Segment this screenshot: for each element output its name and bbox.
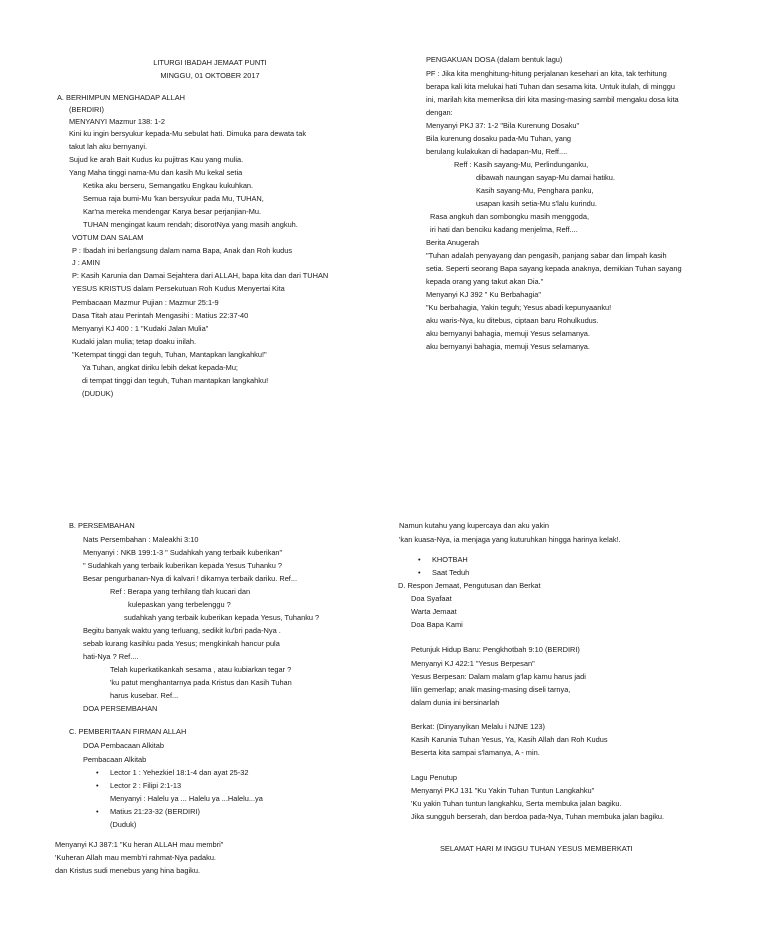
text-line: Dasa Titah atau Perintah Mengasihi : Matius 22:37-40 [72, 311, 249, 320]
text-line: di tempat tinggi dan teguh, Tuhan mantapkan langkahku! [82, 376, 269, 385]
text-line: kulepaskan yang terbelenggu ? [128, 600, 231, 609]
text-line: Menyanyi PKJ 37: 1-2 "Bila Kurenung Dosaku" [426, 121, 580, 130]
text-line: "Tuhan adalah penyayang dan pengasih, panjang sabar dan limpah kasih [426, 251, 667, 260]
text-line: ini, marilah kita memeriksa diri kita masing-masing sambil mengaku dosa kita [426, 95, 679, 104]
text-line: sebab kurang kasihku pada Yesus; mengkinkah hancur pula [83, 639, 280, 648]
text-line: Kudaki jalan mulia; tetap doaku inilah. [72, 337, 197, 346]
text-line: PF : Jika kita menghitung-hitung perjalanan kesehari an kita, tak terhitung [426, 69, 667, 78]
list-item: • Lector 1 : Yehezkiel 18:1-4 dan ayat 25-32 [110, 768, 248, 778]
text-line: P : Ibadah ini berlangsung dalam nama Bapa, Anak dan Roh kudus [72, 246, 293, 255]
text-line: Menyanyi PKJ 131 "Ku Yakin Tuhan Tuntun Langkahku" [411, 786, 595, 795]
text-line: Kini ku ingin bersyukur kepada-Mu sebulat hati. Dimuka para dewata tak [69, 129, 307, 138]
text-line: aku waris-Nya, ku ditebus, ciptaan baru Rohulkudus. [426, 316, 599, 325]
text-line: 'Kuheran Allah mau memb'ri rahmat-Nya padaku. [55, 853, 216, 862]
text-line: aku bernyanyi bahagia, memuji Yesus selamanya. [426, 329, 590, 338]
text-line: usapan kasih setia-Mu s'lalu kurindu. [476, 199, 597, 208]
list-item: • Lector 2 : Filipi 2:1-13 [110, 781, 181, 791]
text-line: Ya Tuhan, angkat diriku lebih dekat kepada-Mu; [82, 363, 238, 372]
text-line: Rasa angkuh dan sombongku masih menggoda, [430, 212, 590, 221]
list-item: • Saat Teduh [432, 568, 469, 578]
text-line: hati-Nya ? Ref.... [83, 652, 139, 661]
text-line: dengan: [426, 108, 453, 117]
text-line: lilin gemerlap; anak masing-masing diseli tarnya, [411, 685, 571, 694]
text-line: 'kan kuasa-Nya, ia menjaga yang kuturuhkan hingga harinya kelak!. [399, 535, 621, 544]
closing-blessing: SELAMAT HARI M INGGU TUHAN YESUS MEMBERKATI [440, 844, 633, 853]
text-line: Reff : Kasih sayang-Mu, Perlindunganku, [454, 160, 589, 169]
text-line: Menyanyi : NKB 199:1-3 " Sudahkah yang terbaik kuberikan" [83, 548, 283, 557]
text-line: sudahkah yang terbaik kuberikan kepada Yesus, Tuhanku ? [124, 613, 320, 622]
text-line: takut lah aku bernyanyi. [69, 142, 148, 151]
text-line: iri hati dan benciku kadang menjelma, Reff.... [430, 225, 578, 234]
text-line: harus kusebar. Ref... [110, 691, 179, 700]
text-line: YESUS KRISTUS dalam Persekutuan Roh Kudus Menyertai Kita [72, 284, 285, 293]
text-line: J : AMIN [72, 258, 100, 267]
text-line: " Sudahkah yang terbaik kuberikan kepada Yesus Tuhanku ? [83, 561, 283, 570]
section-a-heading: A. BERHIMPUN MENGHADAP ALLAH [57, 93, 186, 102]
text-line: Warta Jemaat [411, 607, 457, 616]
text-line: Nats Persembahan : Maleakhi 3:10 [83, 535, 199, 544]
text-line: (Duduk) [110, 820, 137, 829]
text-line: Besar pengurbanan-Nya di kalvari ! dikarnya terbaik dariku. Ref... [83, 574, 298, 583]
text-line: Doa Bapa Kami [411, 620, 463, 629]
text-line: Semua raja bumi-Mu 'kan bersyukur pada Mu, TUHAN, [83, 194, 264, 203]
text-line: Lagu Penutup [411, 773, 458, 782]
text-line: MENYANYI Mazmur 138: 1-2 [69, 117, 165, 126]
page-title-line1: LITURGI IBADAH JEMAAT PUNTI [153, 58, 267, 67]
text-line: Pembacaan Mazmur Pujian : Mazmur 25:1-9 [72, 298, 219, 307]
text-line: (BERDIRI) [69, 105, 104, 114]
text-line: Menyanyi KJ 422:1 "Yesus Berpesan" [411, 659, 535, 668]
text-line: Bila kurenung dosaku pada-Mu Tuhan, yang [426, 134, 572, 143]
text-line: Menyanyi KJ 392 " Ku Berbahagia" [426, 290, 541, 299]
list-item: • Matius 21:23-32 (BERDIRI) [110, 807, 200, 817]
section-d-heading: D. Respon Jemaat, Pengutusan dan Berkat [398, 581, 541, 590]
text-line: Ketika aku berseru, Semangatku Engkau kukuhkan. [83, 181, 254, 190]
text-line: Menyanyi : Halelu ya ... Halelu ya ...Halelu...ya [110, 794, 263, 803]
text-line: "Ketempat tinggi dan teguh, Tuhan, Mantapkan langkahku!" [72, 350, 267, 359]
text-line: setia. Seperti seorang Bapa sayang kepada anaknya, demikian Tuhan sayang [426, 264, 682, 273]
text-line: Berita Anugerah [426, 238, 480, 247]
text-line: kepada orang yang takut akan Dia." [426, 277, 544, 286]
text-line: Beserta kita sampai s'lamanya, A - min. [411, 748, 540, 757]
text-line: Menyanyi KJ 387:1 "Ku heran ALLAH mau membri" [55, 840, 224, 849]
list-item: • KHOTBAH [432, 555, 468, 565]
text-line: berapa kali kita melukai hati Tuhan dan sesama kita. Untuk itulah, di minggu [426, 82, 675, 91]
text-line: Doa Syafaat [411, 594, 452, 603]
text-line: aku bernyanyi bahagia, memuji Yesus selamanya. [426, 342, 590, 351]
text-line: 'ku patut menghantarnya pada Kristus dan Kasih Tuhan [110, 678, 292, 687]
text-line: Berkat: (Dinyanyikan Melalu i NJNE 123) [411, 722, 545, 731]
text-line: PENGAKUAN DOSA (dalam bentuk lagu) [426, 55, 563, 64]
text-line: Kasih Karunia Tuhan Yesus, Ya, Kasih Allah dan Roh Kudus [411, 735, 608, 744]
text-line: DOA PERSEMBAHAN [83, 704, 158, 713]
text-line: Begitu banyak waktu yang terluang, sedikit ku'bri pada-Nya . [83, 626, 281, 635]
text-line: Menyanyi KJ 400 : 1 "Kudaki Jalan Mulia" [72, 324, 209, 333]
text-line: Yang Maha tinggi nama-Mu dan kasih Mu kekal setia [69, 168, 243, 177]
text-line: Jika sungguh berserah, dan berdoa pada-Nya, Tuhan membuka jalan bagiku. [411, 812, 665, 821]
text-line: Namun kutahu yang kupercaya dan aku yakin [399, 521, 549, 530]
text-line: 'Ku yakin Tuhan tuntun langkahku, Serta membuka jalan bagiku. [411, 799, 622, 808]
text-line: Sujud ke arah Bait Kudus ku pujitras Kau yang mulia. [69, 155, 244, 164]
text-line: Kasih sayang-Mu, Penghara panku, [476, 186, 594, 195]
section-c-heading: C. PEMBERITAAN FIRMAN ALLAH [69, 727, 187, 736]
text-line: Ref : Berapa yang terhilang tlah kucari dan [110, 587, 251, 596]
text-line: dalam dunia ini bersinarlah [411, 698, 500, 707]
text-line: (DUDUK) [82, 389, 114, 398]
page-title-line2: MINGGU, 01 OKTOBER 2017 [160, 71, 260, 80]
text-line: dan Kristus sudi menebus yang hina bagiku. [55, 866, 201, 875]
text-line: berulang kulakukan di hadapan-Mu, Reff.... [426, 147, 568, 156]
text-line: Kar'na mereka mendengar Karya besar perjanjian-Mu. [83, 207, 262, 216]
text-line: Petunjuk Hidup Baru: Pengkhotbah 9:10 (BERDIRI) [411, 645, 580, 654]
text-line: Pembacaan Alkitab [83, 755, 147, 764]
text-line: TUHAN mengingat kaum rendah; disorotNya yang masih angkuh. [83, 220, 298, 229]
text-line: dibawah naungan sayap-Mu damai hatiku. [476, 173, 615, 182]
text-line: "Ku berbahagia, Yakin teguh; Yesus abadi kepunyaanku! [426, 303, 612, 312]
text-line: VOTUM DAN SALAM [72, 233, 144, 242]
text-line: DOA Pembacaan Alkitab [83, 741, 164, 750]
text-line: Yesus Berpesan: Dalam malam g'lap kamu harus jadi [411, 672, 586, 681]
text-line: Telah kuperkatikankah sesama , atau kubiarkan tegar ? [110, 665, 292, 674]
text-line: P: Kasih Karunia dan Damai Sejahtera dari ALLAH, bapa kita dan dari TUHAN [72, 271, 329, 280]
section-b-heading: B. PERSEMBAHAN [69, 521, 135, 530]
